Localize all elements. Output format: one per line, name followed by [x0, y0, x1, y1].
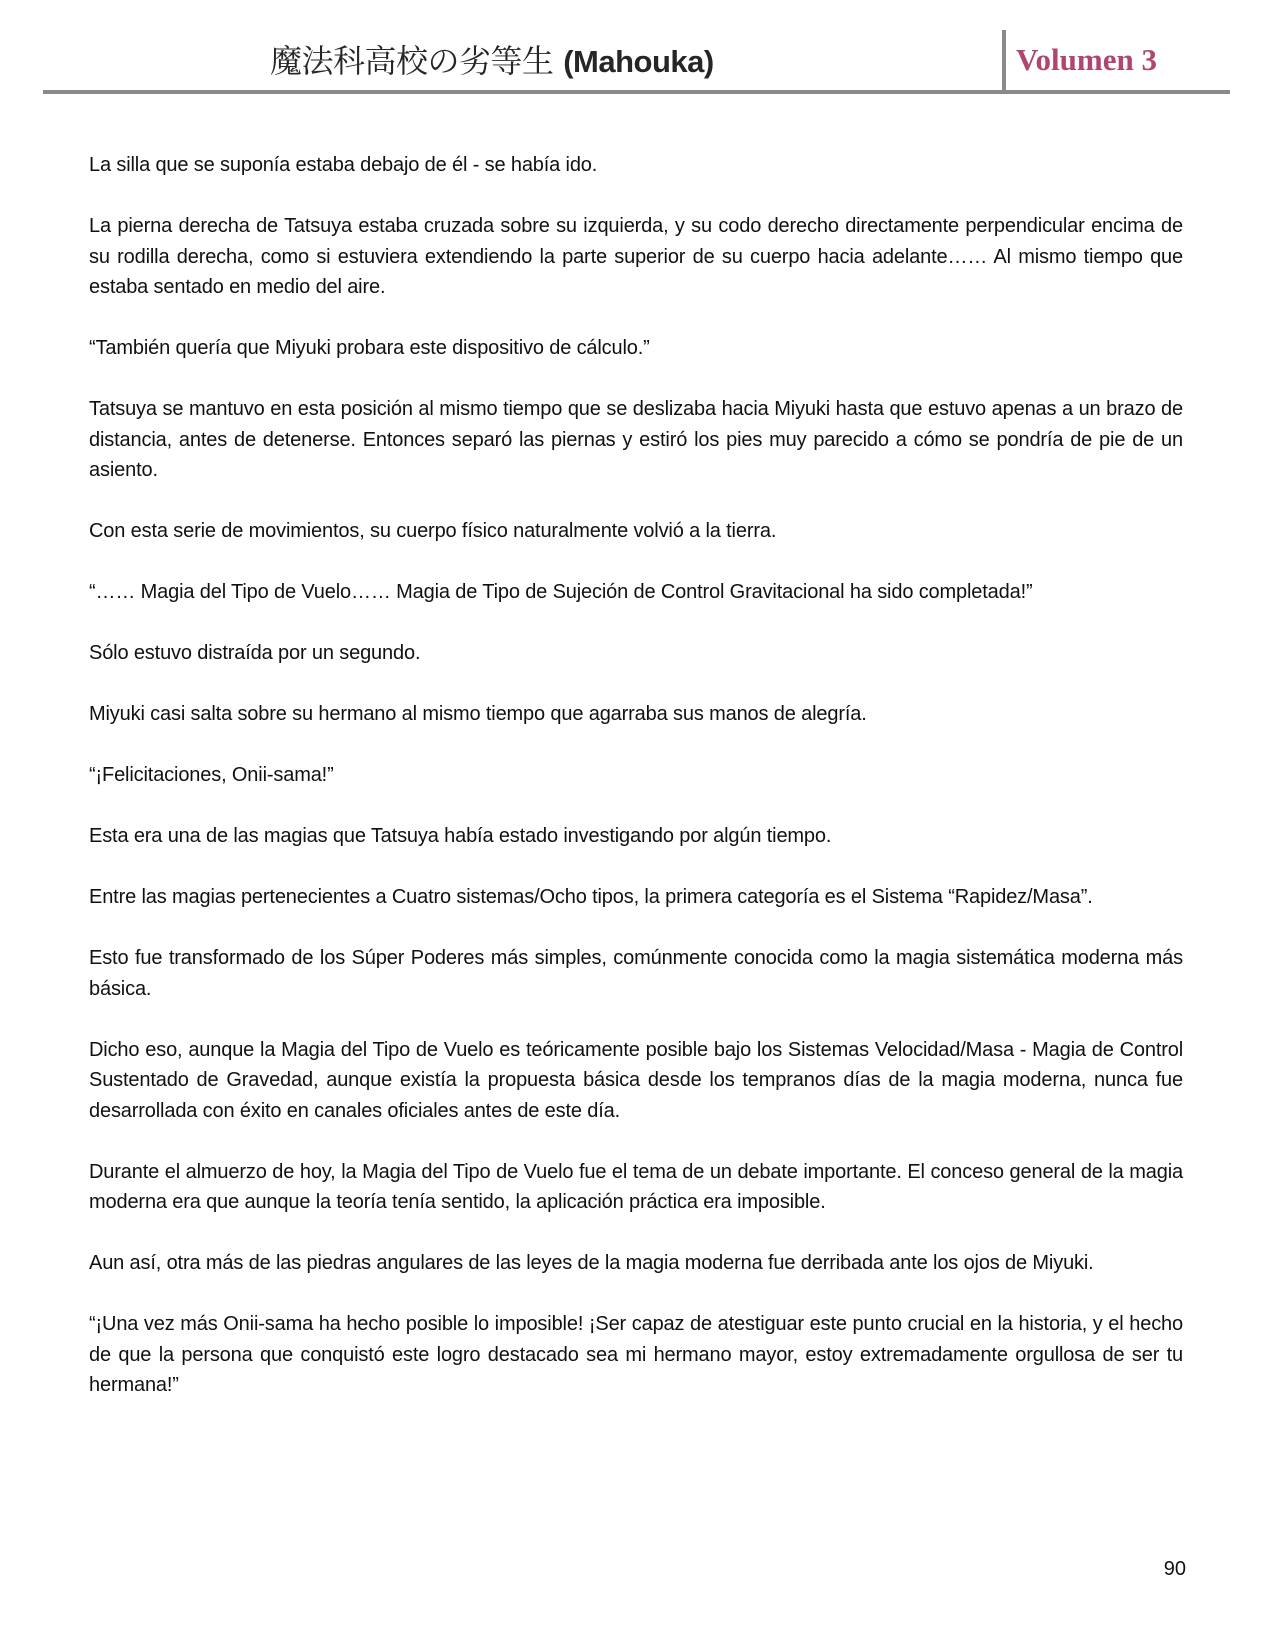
header-horizontal-rule: [43, 90, 1230, 94]
body-text: [89, 150, 1183, 1431]
header-volume-label: Volumen 3: [1016, 42, 1157, 77]
paragraph: Esta era una de las magias que Tatsuya había estado investigando por algún tiempo.: [89, 825, 832, 847]
paragraph: La pierna derecha de Tatsuya estaba cruzada sobre su izquierda, y su codo derecho directamente perpendicular encima de su rodilla derecha, como si estuviera extendiendo la parte superior de su cuerpo hacia adelante…… Al mismo tiempo que estaba sentado en medio del aire.: [89, 215, 1183, 298]
paragraph: “…… Magia del Tipo de Vuelo…… Magia de Tipo de Sujeción de Control Gravitacional ha sido completada!”: [89, 581, 1033, 603]
paragraph: Dicho eso, aunque la Magia del Tipo de Vuelo es teóricamente posible bajo los Sistemas Velocidad/Masa - Magia de Control Sustentado de Gravedad, aunque existía la propuesta básica desde los tempranos días de la magia moderna, nunca fue desarrollada con éxito en canales oficiales antes de este día.: [89, 1038, 1183, 1122]
running-header-title: [270, 36, 990, 86]
page-number: 90: [1163, 1558, 1186, 1580]
paragraph: Tatsuya se mantuvo en esta posición al mismo tiempo que se deslizaba hacia Miyuki hasta que estuvo apenas a un brazo de distancia, antes de detenerse. Entonces separó las piernas y estiró los pies muy parecido a cómo se pondría de pie de un asiento.: [89, 398, 1183, 481]
paragraph: La silla que se suponía estaba debajo de él - se había ido.: [89, 154, 598, 176]
paragraph: “También quería que Miyuki probara este dispositivo de cálculo.”: [89, 337, 650, 359]
paragraph: Entre las magias pertenecientes a Cuatro sistemas/Ocho tipos, la primera categoría es el Sistema “Rapidez/Masa”.: [89, 886, 1093, 908]
header-vertical-divider: [1002, 30, 1006, 92]
paragraph: Con esta serie de movimientos, su cuerpo físico naturalmente volvió a la tierra.: [89, 520, 777, 542]
paragraph: Esto fue transformado de los Súper Poderes más simples, comúnmente conocida como la magia sistemática moderna más básica.: [89, 947, 1183, 1000]
paragraph: “¡Felicitaciones, Onii-sama!”: [89, 764, 334, 786]
paragraph: Sólo estuvo distraída por un segundo.: [89, 642, 421, 664]
paragraph: Miyuki casi salta sobre su hermano al mismo tiempo que agarraba sus manos de alegría.: [89, 703, 867, 725]
paragraph: Aun así, otra más de las piedras angulares de las leyes de la magia moderna fue derribada ante los ojos de Miyuki.: [89, 1252, 1094, 1274]
header-title-latin: (Mahouka): [563, 44, 714, 79]
paragraph: “¡Una vez más Onii-sama ha hecho posible lo imposible! ¡Ser capaz de atestiguar este punto crucial en la historia, y el hecho de que la persona que conquistó este logro destacado sea mi hermano mayor, estoy extremadamente orgullosa de ser tu hermana!”: [89, 1313, 1183, 1396]
paragraph: Durante el almuerzo de hoy, la Magia del Tipo de Vuelo fue el tema de un debate importante. El conceso general de la magia moderna era que aunque la teoría tenía sentido, la aplicación práctica era imposible.: [89, 1160, 1183, 1213]
header-title-japanese: 魔法科高校の劣等生: [270, 42, 554, 80]
